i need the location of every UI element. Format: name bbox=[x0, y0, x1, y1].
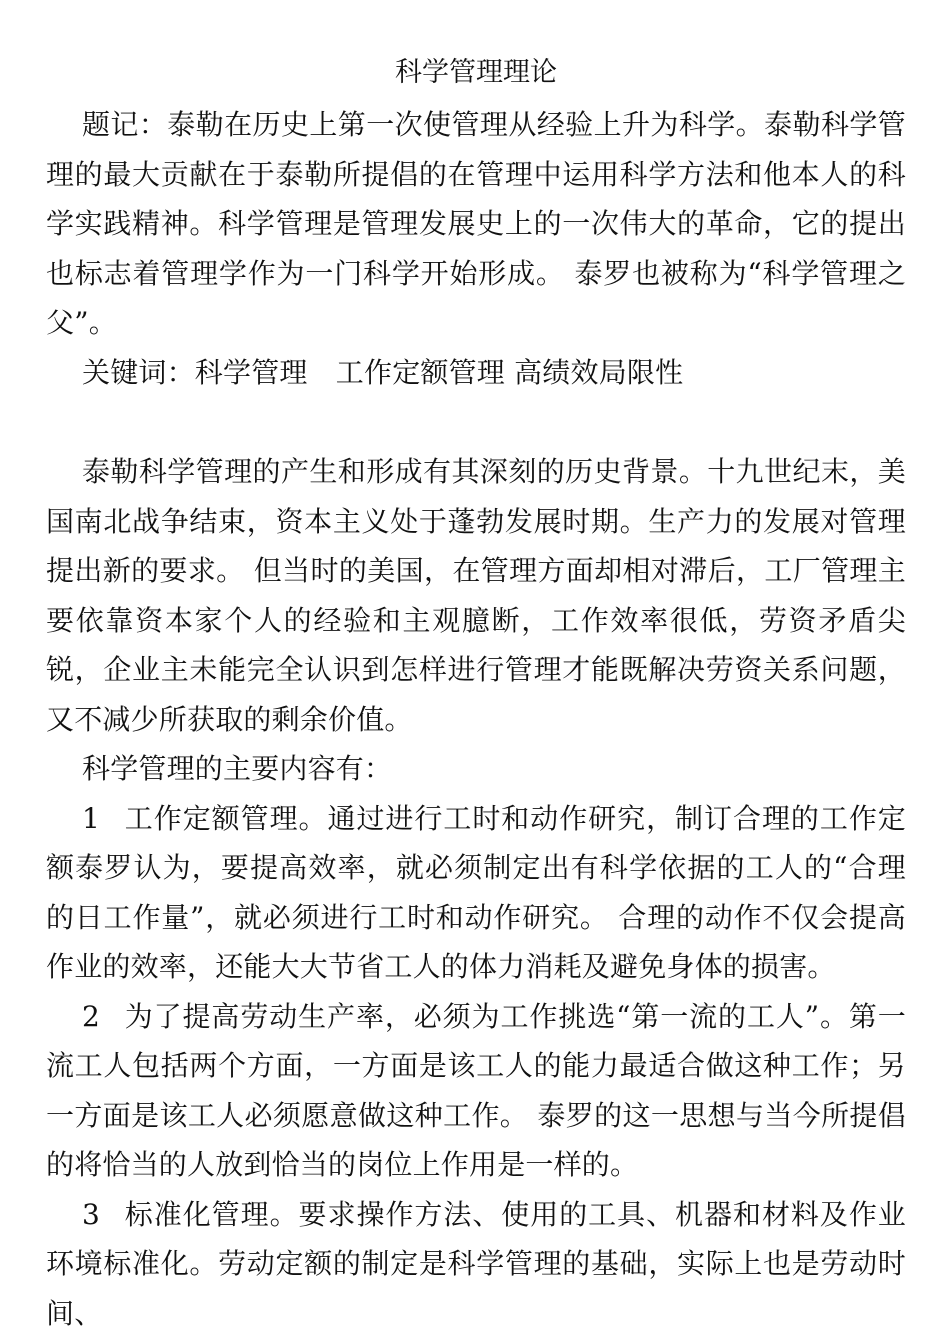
keywords-line: 关键词：科学管理 工作定额管理 高绩效局限性 bbox=[82, 355, 684, 389]
list-item-text: 标准化管理。要求操作方法、使用的工具、机器和材料及作业环境标准化。劳动定额的制定是科学管理的基础，实际上也是劳动时间、 bbox=[46, 1197, 906, 1330]
list-item-number: 3 bbox=[82, 1197, 101, 1231]
content-heading: 科学管理的主要内容有： bbox=[82, 752, 393, 785]
list-item bbox=[46, 1190, 906, 1339]
list-item-number: 1 bbox=[82, 801, 101, 835]
list-item bbox=[46, 992, 906, 1190]
list-item-text: 为了提高劳动生产率，必须为工作挑选“第一流的工人”。第一流工人包括两个方面，一方面是该工人的能力最适合做这种工作；另一方面是该工人必须愿意做这种工作。 泰罗的这一思想与当今所提倡的将恰当的人放到恰当的岗位上作用是一样的。 bbox=[46, 999, 906, 1181]
list-item-number: 2 bbox=[82, 999, 101, 1033]
background-paragraph: 泰勒科学管理的产生和形成有其深刻的历史背景。十九世纪末，美国南北战争结束，资本主义处于蓬勃发展时期。生产力的发展对管理提出新的要求。 但当时的美国，在管理方面却相对滞后，工厂管理主要依靠资本家个人的经验和主观臆断，工作效率很低，劳资矛盾尖锐，企业主未能完全认识到怎样进行管理才能既解决劳资关系问题，又不减少所获取的剩余价值。 bbox=[46, 455, 906, 736]
intro-paragraph: 题记：泰勒在历史上第一次使管理从经验上升为科学。泰勒科学管理的最大贡献在于泰勒所提倡的在管理中运用科学方法和他本人的科学实践精神。科学管理是管理发展史上的一次伟大的革命，它的提出也标志着管理学作为一门科学开始形成。 泰罗也被称为“科学管理之父”。 bbox=[46, 108, 906, 339]
document-title: 科学管理理论 bbox=[395, 57, 557, 88]
section-spacer bbox=[46, 397, 906, 447]
list-item bbox=[46, 794, 906, 992]
list-item-text: 工作定额管理。通过进行工时和动作研究，制订合理的工作定额泰罗认为，要提高效率，就必须制定出有科学依据的工人的“合理的日工作量”，就必须进行工时和动作研究。 合理的动作不仅会提高作业的效率，还能大大节省工人的体力消耗及避免身体的损害。 bbox=[46, 801, 906, 983]
document-page bbox=[46, 52, 906, 1338]
